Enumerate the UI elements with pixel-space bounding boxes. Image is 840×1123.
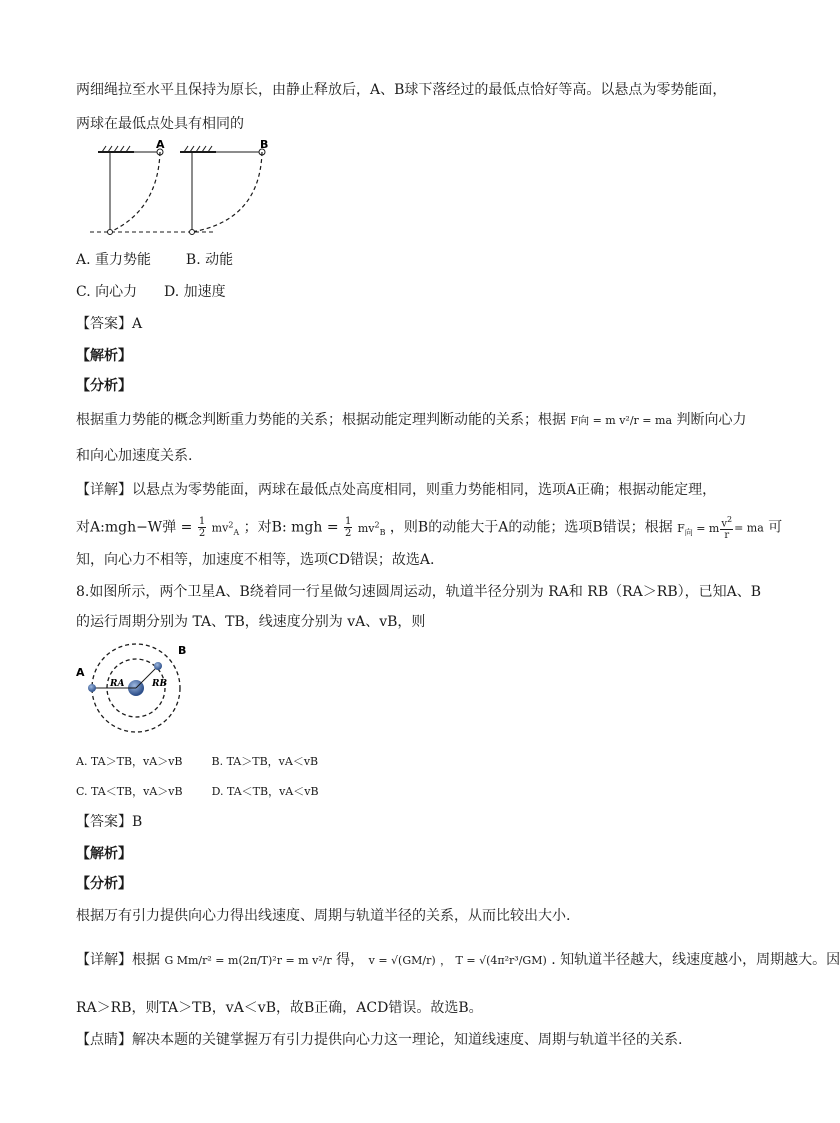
q7-stem-line2: 两球在最低点处具有相同的 [76, 116, 244, 132]
q7-detail-b: mv [211, 521, 229, 535]
q7-analysis-line1 [76, 410, 746, 431]
q8-option-d[interactable]: D. TA＜TB，vA＜vB [211, 785, 319, 798]
q8-option-a[interactable]: A. TA＞TB，vA＞vB [76, 755, 183, 768]
q7-detail-line3: 知，向心力不相等，加速度不相等，选项CD错误；故选A. [76, 552, 435, 568]
q7-analysis-line2: 和向心加速度关系. [76, 448, 193, 464]
satellite-b-icon [154, 662, 162, 670]
q8-detail-line2: RA＞RB，则TA＞TB，vA＜vB，故B正确，ACD错误。故选B。 [76, 1000, 483, 1016]
q7-option-c[interactable]: C. 向心力 [76, 284, 138, 300]
q7-option-b[interactable]: B. 动能 [185, 252, 234, 268]
q8-detail-t: T = √(4π²r³/GM) [455, 954, 547, 967]
q7-fig-label-a: A [156, 138, 165, 151]
q8-options-row1 [76, 752, 318, 772]
q7-stem-line1: 两细绳拉至水平且保持为原长，由静止释放后，A、B球下落经过的最低点恰好等高。以悬点为零势能面， [76, 82, 727, 98]
q7-fig-label-b: B [260, 138, 269, 151]
q7-answer: 【答案】A [76, 316, 143, 332]
satellite-a-icon [88, 684, 96, 692]
q8-stem-line1: 8.如图所示，两个卫星A、B绕着同一行星做匀速圆周运动，轨道半径分别为 RA和 RB（RA＞RB），已知A、B [76, 584, 762, 600]
q7-detail-e: 可 [768, 519, 783, 536]
q7-option-d[interactable]: D. 加速度 [164, 284, 226, 300]
q7-pendulum-figure [90, 140, 290, 240]
q7-analysis-pre: 根据重力势能的概念判断重力势能的关系；根据动能定理判断动能的关系；根据 [76, 412, 566, 428]
q8-dianjing: 【点睛】解决本题的关键掌握万有引力提供向心力这一理论，知道线速度、周期与轨道半径的关系. [76, 1032, 683, 1048]
q7-detail-line1: 【详解】以悬点为零势能面，两球在最低点处高度相同，则重力势能相同，选项A正确；根据动能定理， [76, 482, 717, 498]
q8-options-row2 [76, 782, 319, 802]
q7-option-a[interactable]: A. 重力势能 [76, 252, 152, 268]
q7-options-row1 [76, 250, 233, 270]
q8-option-c[interactable]: C. TA＜TB，vA＞vB [76, 785, 183, 798]
q8-detail-line1: 【详解】根据 G Mm/r² = m(2π/T)²r = m v²/r 得， v = √(GM/r) ， T = √(4π²r³/GM) . 知轨道半径越大，线速度越小，周期越大。因 [76, 952, 840, 968]
q8-fenxi-heading: 【分析】 [76, 876, 132, 892]
q8-detail-formula: G Mm/r² = m(2π/T)²r = m v²/r [164, 954, 332, 967]
q8-detail-v: v = √(GM/r) [368, 954, 436, 967]
q8-option-b[interactable]: B. TA＞TB，vA＜vB [211, 755, 319, 768]
q7-detail-a: 对A:mgh−W弹 = [76, 519, 193, 536]
q7-detail-c: ；对B: mgh = [243, 519, 339, 536]
q8-fig-label-ra: RA [110, 679, 125, 689]
q7-analysis-post: 判断向心力 [676, 412, 747, 428]
q8-fig-label-rb: RB [152, 679, 168, 689]
q7-fenxi-heading: 【分析】 [76, 378, 132, 394]
q7-half-fraction-a: $\frac{1}{2}$ [198, 516, 206, 540]
q8-analysis: 根据万有引力提供向心力得出线速度、周期与轨道半径的关系，从而比较出大小. [76, 908, 571, 924]
q7-detail-line2: 对A:mgh−W弹 = $\frac{1}{2}$ $mv^2_A$ ；对B: mgh = $\frac{1}{2}$ $mv^2_B$ ，则B的动能大于A的动能；选项B错误；根据 $F_向 = m$ $\frac{v^2}{r}$ = ma 可 [76, 515, 783, 542]
q8-orbit-figure [74, 640, 214, 740]
q8-stem-line2: 的运行周期分别为 TA、TB，线速度分别为 vA、vB，则 [76, 614, 426, 630]
q8-jiexi-heading: 【解析】 [76, 846, 132, 862]
q7-analysis-formula: F向 = m v²/r = ma [570, 414, 673, 427]
q8-fig-label-a: A [76, 666, 85, 679]
q8-detail-post: . 知轨道半径越大，线速度越小，周期越大。因 [551, 952, 840, 968]
q7-jiexi-heading: 【解析】 [76, 348, 132, 364]
q8-detail-mid: 得， [336, 952, 365, 968]
q8-answer: 【答案】B [76, 814, 143, 830]
q8-detail-pre: 【详解】根据 [76, 952, 160, 968]
q7-options-row2 [76, 282, 226, 302]
q7-half-fraction-b: $\frac{1}{2}$ [345, 516, 352, 540]
q8-fig-label-b: B [178, 644, 187, 657]
q7-detail-d: ，则B的动能大于A的动能；选项B错误；根据 [389, 519, 673, 536]
